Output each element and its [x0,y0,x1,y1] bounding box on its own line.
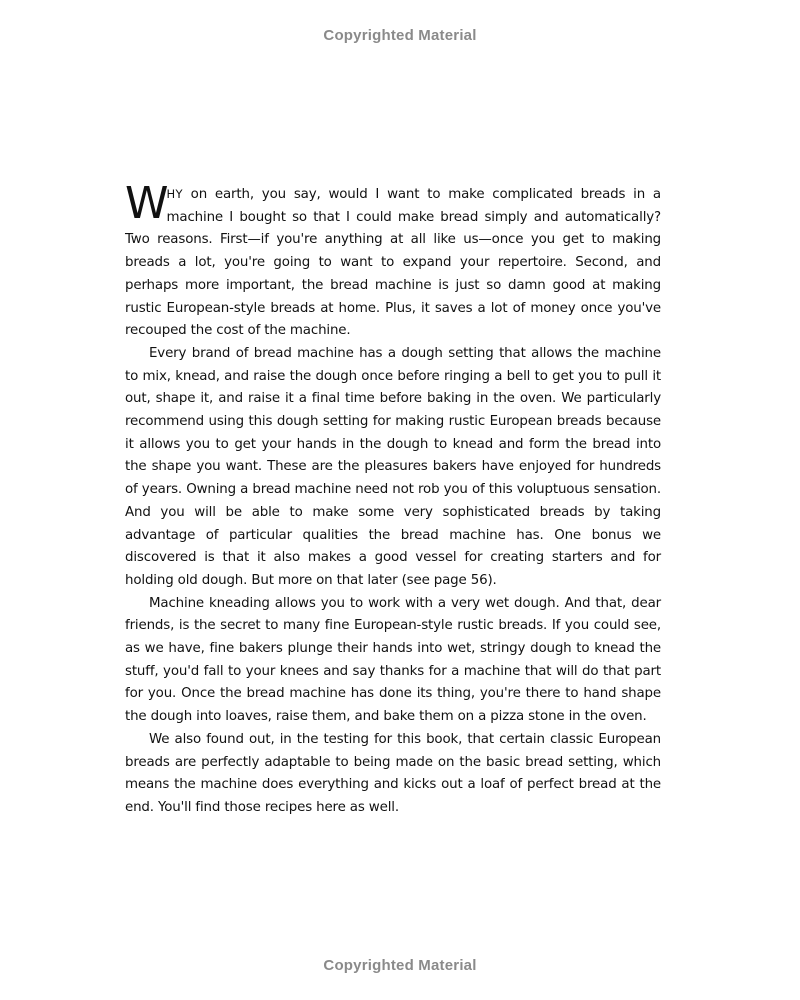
lead-in-small-caps: HY [166,187,183,201]
drop-cap: W [125,178,166,229]
paragraph-3: Machine kneading allows you to work with a very wet dough. And that, dear friends, is the secret to many fine European-style rustic breads. If you could see, as we have, fine bakers plunge their hands into wet, stringy dough to knead the stuff, you'd fall to your knees and say thanks for a machine that will do that part for you. Once the bread machine has done its thing, you're there to hand shape the dough into loaves, raise them, and bake them on a pizza stone in the oven. [125,595,661,725]
body-text [125,178,661,820]
copyright-watermark-bottom: Copyrighted Material [323,957,477,974]
paragraph-4: We also found out, in the testing for this book, that certain classic European breads are perfectly adaptable to being made on the basic bread setting, which means the machine does everything and kicks out a loaf of perfect bread at the end. You'll find those recipes here as well. [125,731,661,815]
paragraph-2: Every brand of bread machine has a dough setting that allows the machine to mix, knead, and raise the dough once before ringing a bell to get you to pull it out, shape it, and raise it a final time before baking in the oven. We particularly recommend using this dough setting for making rustic European breads because it allows you to get your hands in the dough to knead and form the bread into the shape you want. These are the pleasures bakers have enjoyed for hundreds of years. Owning a bread machine need not rob you of this voluptuous sensation. And you will be able to make some very sophisticated breads by taking advantage of particular qualities the bread machine has. One bonus we discovered is that it also makes a good vessel for creating starters and for holding old dough. But more on that later (see page 56). [125,345,661,588]
paragraph-1-text: on earth, you say, would I want to make complicated breads in a machine I bought so that I could make bread simply and automatically? Two reasons. First—if you're anything at all like us—once you get to making breads a lot, you're going to want to expand your repertoire. Second, and perhaps more important, the bread machine is just so damn good at making rustic European-style breads at home. Plus, it saves a lot of money once you've recouped the cost of the machine. [125,187,661,339]
copyright-watermark-top: Copyrighted Material [323,27,477,44]
paragraph-1 [125,178,661,343]
